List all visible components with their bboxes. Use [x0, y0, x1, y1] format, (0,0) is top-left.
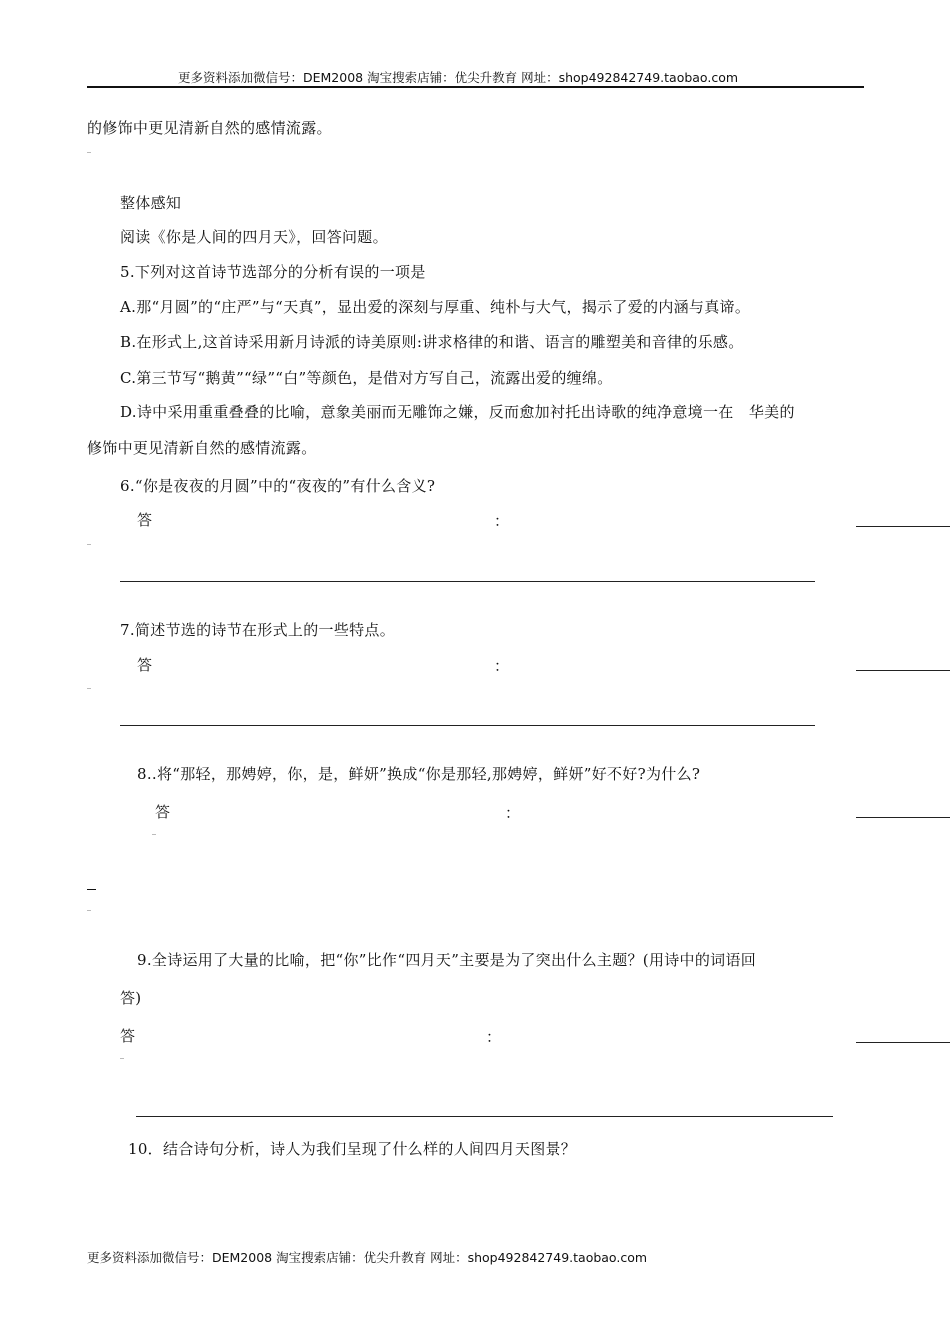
header-rule — [87, 86, 864, 88]
paragraph-mark — [120, 1058, 124, 1059]
question-5-option-c: C.第三节写“鹅黄”“绿”“白”等颜色，是借对方写自己，流露出爱的缠绵。 — [120, 369, 613, 387]
question-7-stem: 7.简述节选的诗节在形式上的一些特点。 — [120, 621, 396, 639]
paragraph-mark — [87, 152, 91, 153]
question-5-option-d-continued: 修饰中更见清新自然的感情流露。 — [87, 439, 317, 457]
page-footer: 更多资料添加微信号：DEM2008 淘宝搜索店铺：优尖升教育 网址：shop492842749.taobao.com — [87, 1250, 648, 1265]
answer-colon: ： — [494, 657, 510, 675]
answer-blank-short[interactable] — [856, 817, 950, 818]
section-title: 整体感知 — [120, 194, 182, 212]
paragraph-mark — [87, 544, 91, 545]
question-6-stem: 6.“你是夜夜的月圆”中的“夜夜的”有什么含义? — [120, 477, 436, 495]
question-5-stem: 5.下列对这首诗节选部分的分析有误的一项是 — [120, 263, 426, 281]
answer-colon: ： — [486, 1028, 502, 1046]
answer-blank-line[interactable] — [136, 1116, 833, 1117]
short-dash — [87, 889, 96, 890]
answer-blank-short[interactable] — [856, 670, 950, 671]
answer-blank-line[interactable] — [120, 581, 815, 582]
answer-label: 答 — [137, 656, 153, 674]
question-5-option-d: D.诗中采用重重叠叠的比喻，意象美丽而无雕饰之嫌，反而愈加衬托出诗歌的纯净意境一在 华美的 — [120, 403, 795, 421]
answer-label: 答 — [155, 803, 171, 821]
answer-colon: ： — [505, 804, 521, 822]
reading-instruction: 阅读《你是人间的四月天》，回答问题。 — [120, 228, 388, 246]
page-header: 更多资料添加微信号：DEM2008 淘宝搜索店铺：优尖升教育 网址：shop492842749.taobao.com — [178, 70, 739, 85]
answer-blank-short[interactable] — [856, 1042, 950, 1043]
question-5-option-a: A.那“月圆”的“庄严”与“天真”，显出爱的深刻与厚重、纯朴与大气，揭示了爱的内涵与真谛。 — [120, 298, 751, 316]
paragraph-mark — [87, 688, 91, 689]
continuation-text: 的修饰中更见清新自然的感情流露。 — [87, 119, 332, 137]
answer-blank-short[interactable] — [856, 526, 950, 527]
question-8-stem: 8..将“那轻，那娉婷，你，是，鲜妍”换成“你是那轻,那娉婷，鲜妍”好不好?为什么? — [137, 765, 701, 783]
question-9-stem: 9.全诗运用了大量的比喻，把“你”比作“四月天”主要是为了突出什么主题？(用诗中的词语回 — [137, 951, 757, 969]
answer-label: 答 — [137, 511, 153, 529]
question-5-option-b: B.在形式上,这首诗采用新月诗派的诗美原则:讲求格律的和谐、语言的雕塑美和音律的乐感。 — [120, 333, 744, 351]
answer-colon: ： — [494, 512, 510, 530]
answer-label: 答 — [120, 1027, 136, 1045]
paragraph-mark — [152, 834, 156, 835]
question-10-stem: 10．结合诗句分析，诗人为我们呈现了什么样的人间四月天图景？ — [128, 1140, 577, 1158]
paragraph-mark — [87, 910, 91, 911]
question-9-stem-continued: 答) — [120, 989, 142, 1007]
answer-blank-line[interactable] — [120, 725, 815, 726]
